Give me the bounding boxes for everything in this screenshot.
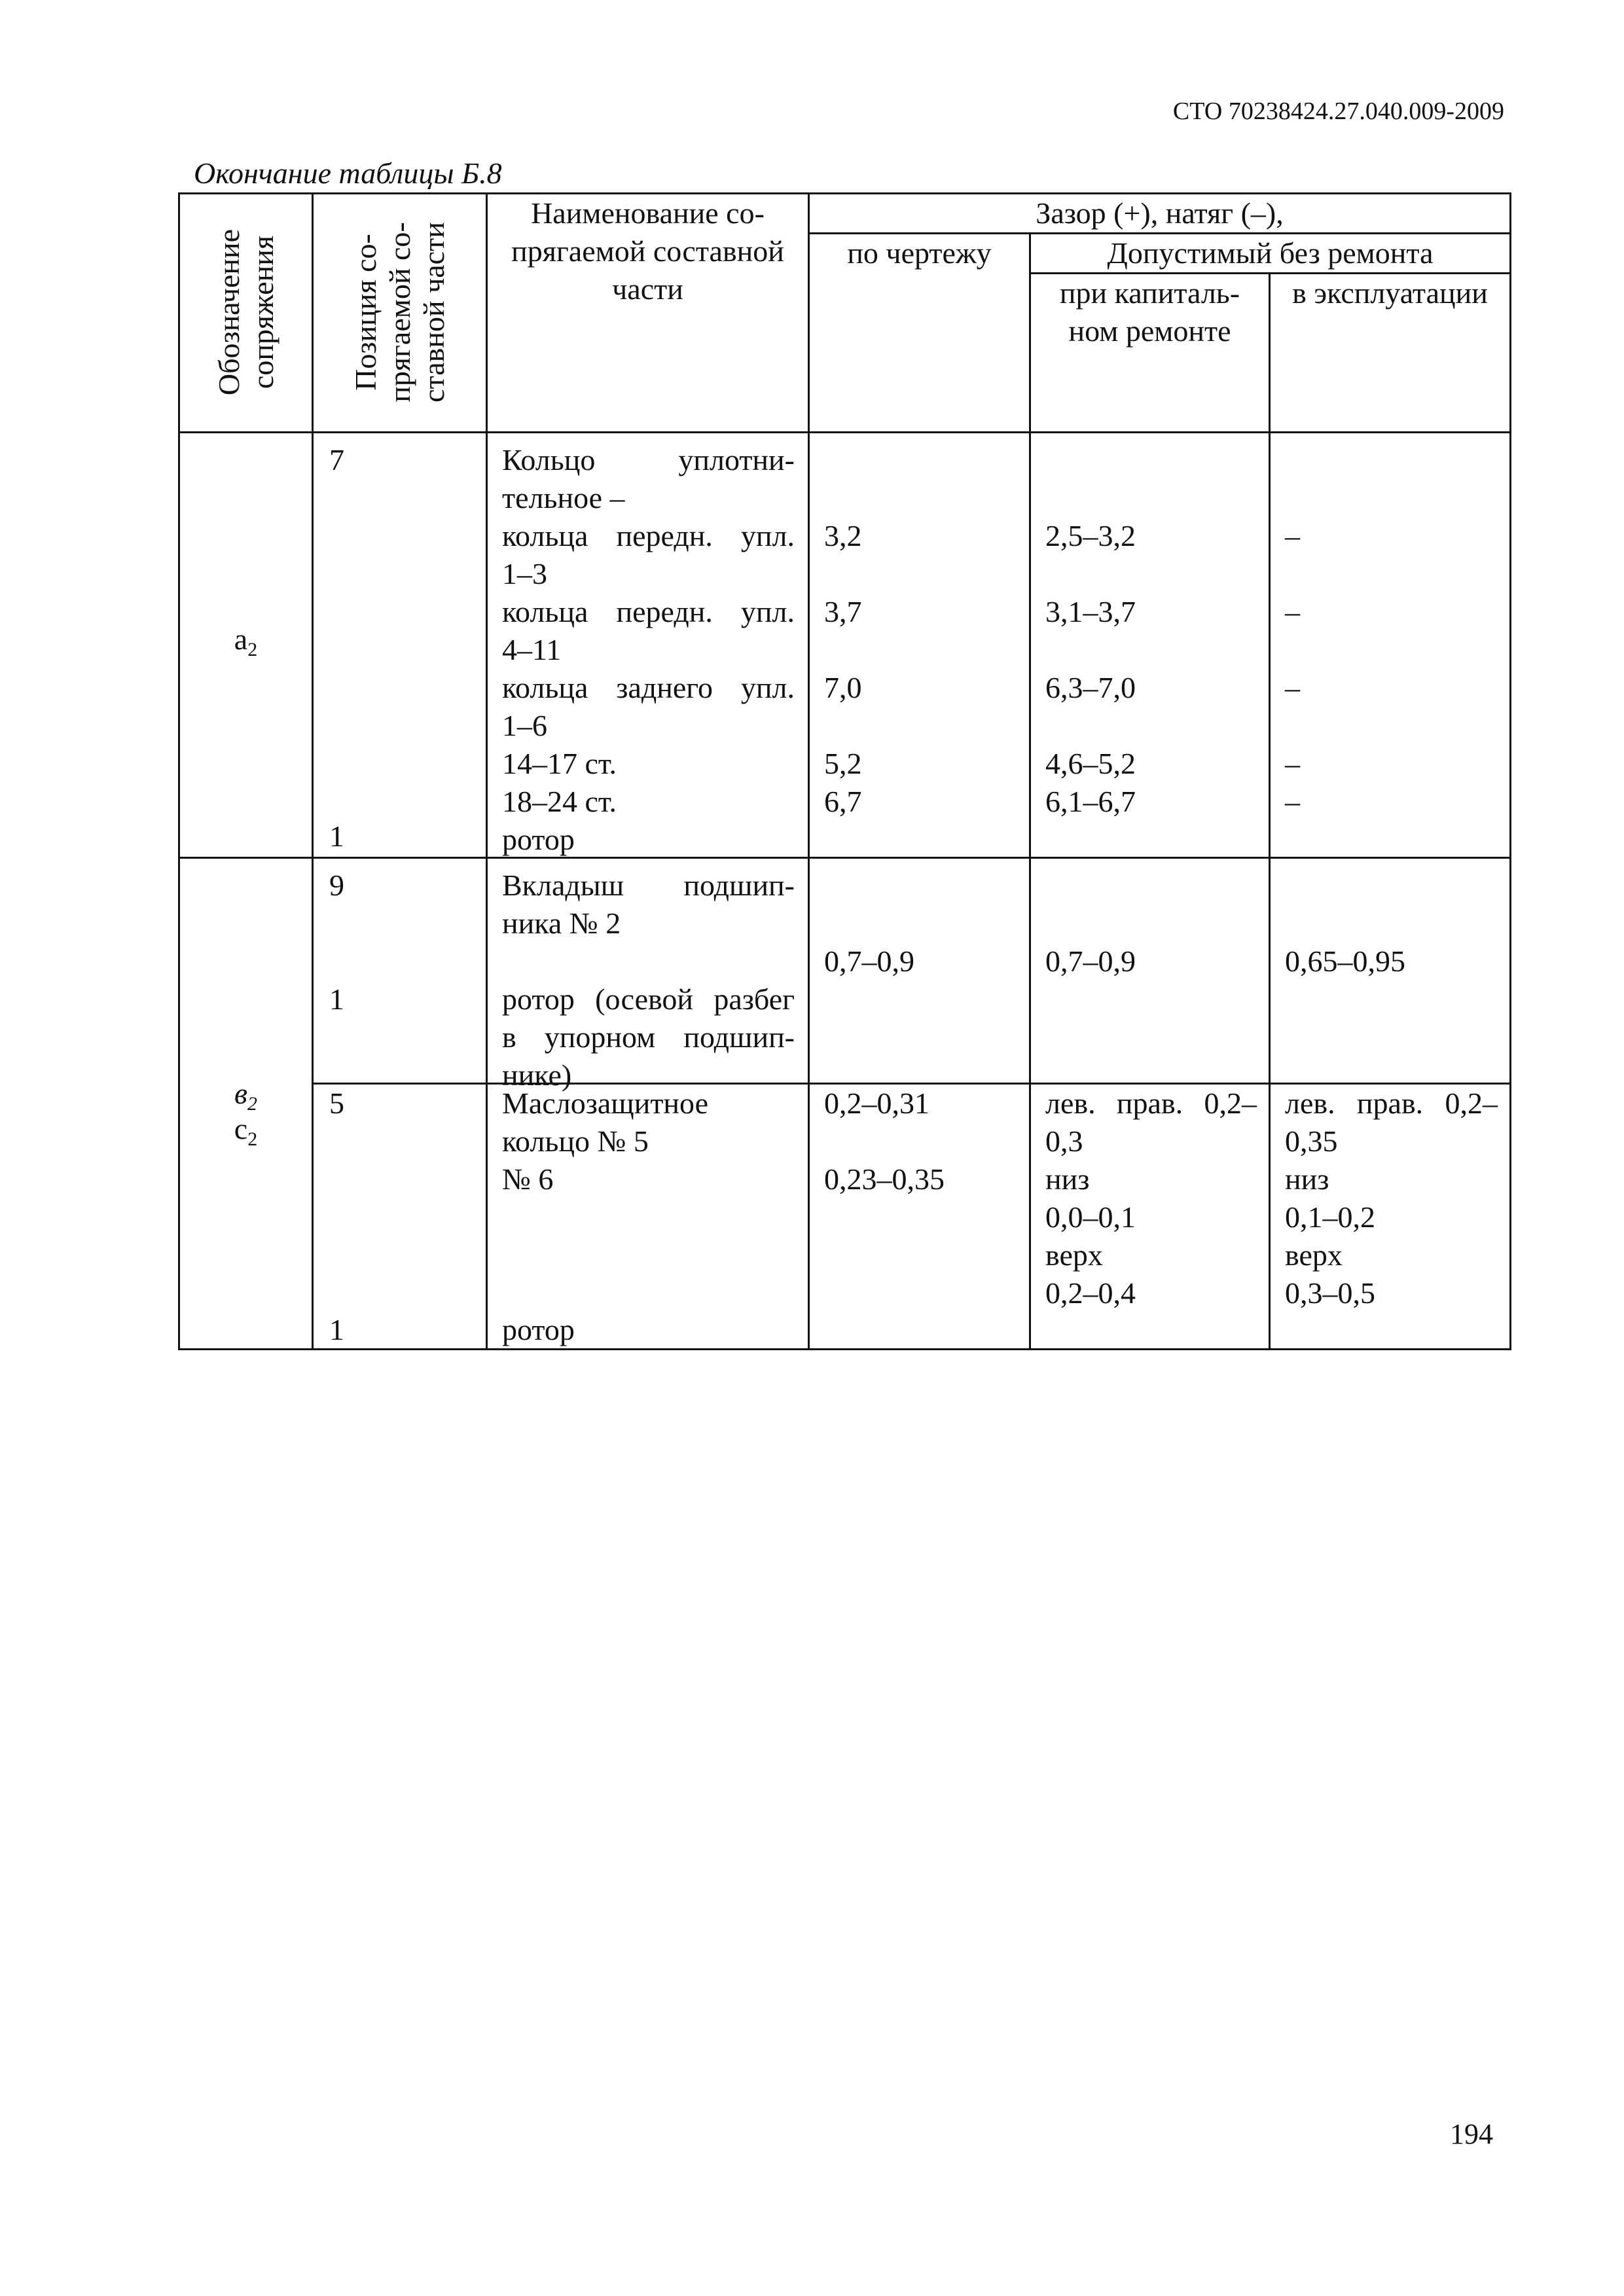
table-caption: Окончание таблицы Б.8 [194, 156, 502, 190]
header-clearance-group: Зазор (+), натяг (–), [809, 194, 1511, 234]
operation-cell: 0,65–0,95 [1270, 858, 1511, 1084]
part-name-cell: Кольцо уплотни- тельное – кольца передн. упл. 1–3 кольца передн. упл. 4–11 кольца заднего упл. 1–6 14–17 ст. 18–24 ст. ротор [487, 433, 809, 858]
page-number: 194 [1450, 2118, 1493, 2150]
part-name-cell: Маслозащитное кольцо № 5 № 6 ротор [487, 1084, 809, 1350]
table-row [179, 858, 1511, 1084]
header-part-name: Наименование со- прягаемой составной части [487, 194, 809, 433]
header-operation: в эксплуатации [1270, 274, 1511, 433]
header-capital-repair: при капиталь- ном ремонте [1030, 274, 1270, 433]
table-row [179, 1084, 1511, 1350]
header-designation: Обозначение сопряжения [179, 194, 313, 433]
part-name-cell: Вкладыш подшип- ника № 2 ротор (осевой разбег в упорном подшип- нике) [487, 858, 809, 1084]
capital-repair-cell: 2,5–3,2 3,1–3,7 6,3–7,0 4,6–5,2 6,1–6,7 [1030, 433, 1270, 858]
by-drawing-cell: 3,2 3,7 7,0 5,2 6,7 [809, 433, 1030, 858]
position-cell: 5 1 [313, 1084, 487, 1350]
operation-cell: лев. прав. 0,2– 0,35 низ 0,1–0,2 верх 0,3–0,5 [1270, 1084, 1511, 1350]
header-position: Позиция со- прягаемой со- ставной части [313, 194, 487, 433]
capital-repair-cell: лев. прав. 0,2– 0,3 низ 0,0–0,1 верх 0,2–0,4 [1030, 1084, 1270, 1350]
by-drawing-cell: 0,7–0,9 [809, 858, 1030, 1084]
by-drawing-cell: 0,2–0,31 0,23–0,35 [809, 1084, 1030, 1350]
data-table [178, 192, 1511, 1350]
header-allowed-without-repair: Допустимый без ремонта [1030, 234, 1511, 274]
position-cell: 9 1 [313, 858, 487, 1084]
designation-v2-c2: $в_2$ $с_2$ [179, 858, 313, 1350]
operation-cell: – – – – – [1270, 433, 1511, 858]
designation-a2: $а_2$ [179, 433, 313, 858]
document-code: СТО 70238424.27.040.009-2009 [1172, 98, 1504, 125]
capital-repair-cell: 0,7–0,9 [1030, 858, 1270, 1084]
table-row [179, 433, 1511, 858]
position-cell: 7 1 [313, 433, 487, 858]
header-by-drawing: по чертежу [809, 234, 1030, 433]
